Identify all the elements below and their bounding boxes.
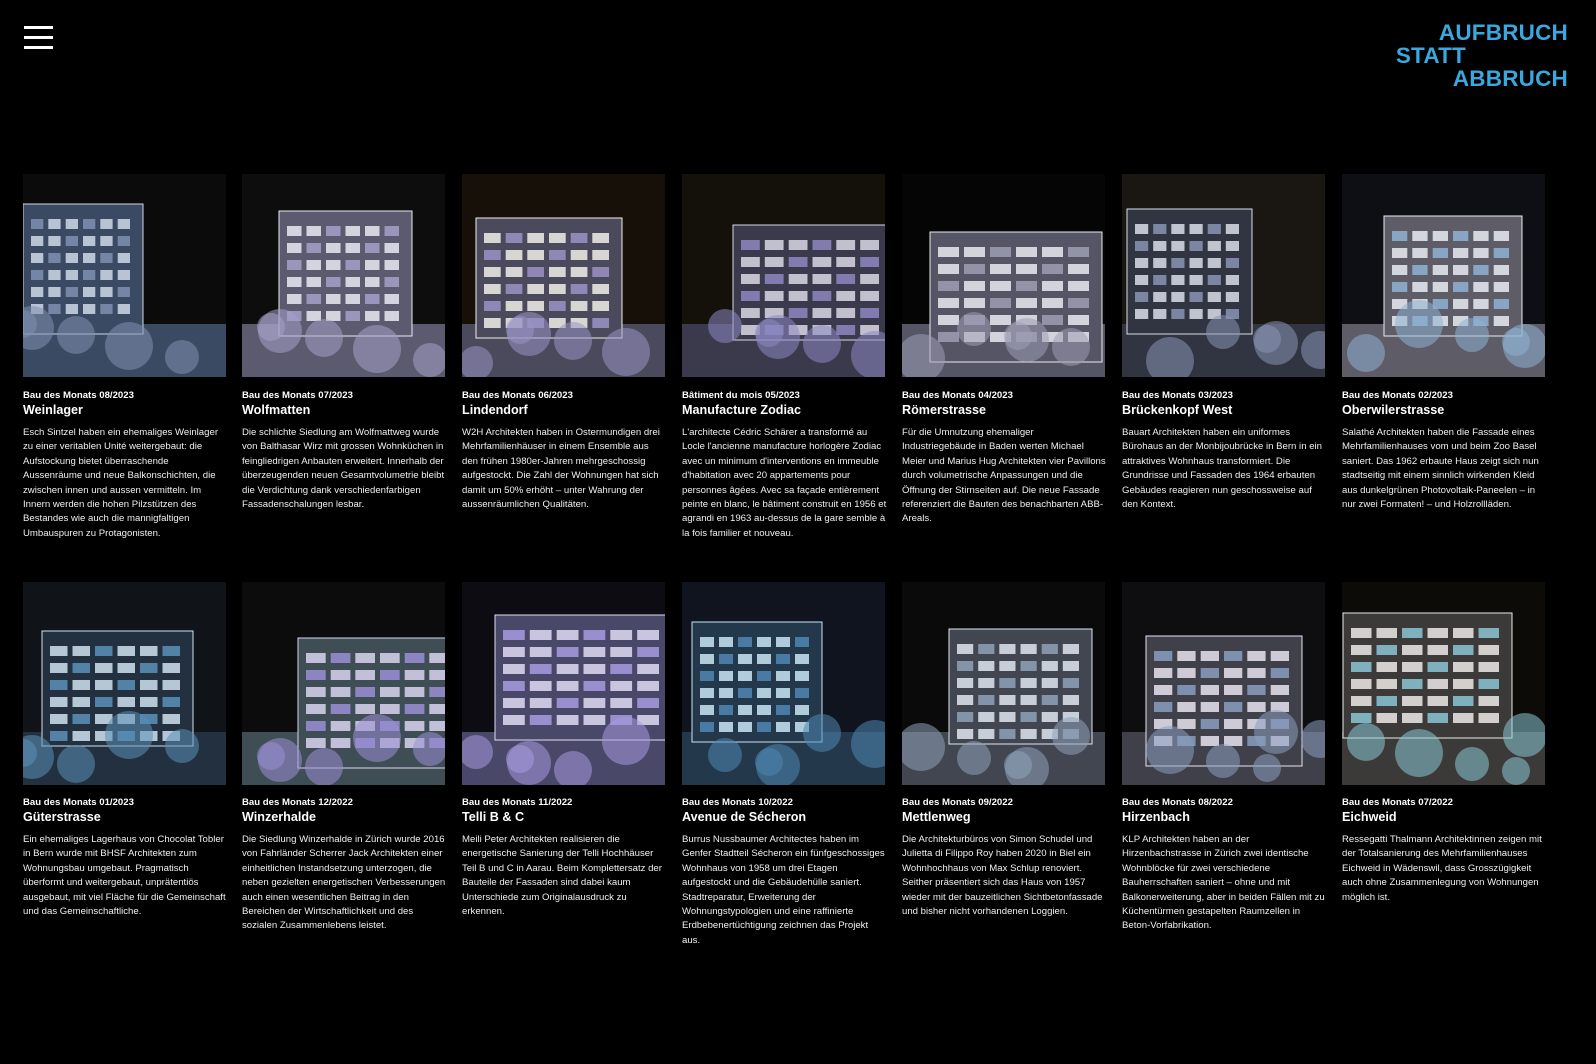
project-thumbnail[interactable] xyxy=(462,582,665,785)
site-logo[interactable] xyxy=(1396,21,1568,90)
project-description: Meili Peter Architekten realisieren die energetische Sanierung der Telli Hochhäuser Teil B und C in Aarau. Beim Komplettersatz der Bauteile der Fassaden sind dabei kaum Unterschiede zum Originalausdruck zu erkennen. xyxy=(462,834,662,918)
project-description: Salathé Architekten haben die Fassade eines Mehrfamilienhauses vom und beim Zoo Basel saniert. Das 1962 erbaute Haus zeigt sich nun stadtseitig mit einem sinnlich wirkenden Kleid aus dunkelgrünen Photovoltaik-Paneelen – in nur zwei Formaten! – und Holzrollläden. xyxy=(1342,427,1539,511)
project-title[interactable]: Winzerhalde xyxy=(242,810,317,824)
project-kicker: Bau des Monats 07/2022 xyxy=(1342,797,1453,808)
project-thumbnail[interactable] xyxy=(23,582,226,785)
project-kicker: Bau des Monats 07/2023 xyxy=(242,390,353,401)
project-description: Die Architekturbüros von Simon Schudel und Julietta di Filippo Roy haben 2020 in Biel ein Wohnhochhaus von Max Schlup renoviert. Seither präsentiert sich das Haus von 1957 wieder mit der bauzeitlichen Sichtbetonfassade und bisher nicht vorhandenen Loggien. xyxy=(902,834,1103,918)
project-card-text xyxy=(682,797,887,948)
project-description: Ressegatti Thalmann Architektinnen zeigen mit der Totalsanierung des Mehrfamilienhauses Eichweid in Wädenswil, dass Grosszügigkeit auch ohne Zusammenlegung von Wohnungen möglich ist. xyxy=(1342,834,1542,903)
project-kicker: Bau des Monats 04/2023 xyxy=(902,390,1013,401)
project-title[interactable]: Güterstrasse xyxy=(23,810,101,824)
project-title[interactable]: Lindendorf xyxy=(462,403,528,417)
project-card-text xyxy=(1342,390,1547,512)
project-card-text xyxy=(462,390,667,512)
project-title[interactable]: Brückenkopf West xyxy=(1122,403,1233,417)
project-kicker: Bau des Monats 11/2022 xyxy=(462,797,573,808)
project-kicker: Bau des Monats 12/2022 xyxy=(242,797,353,808)
project-card-text xyxy=(242,390,447,512)
logo-line-3: ABBRUCH xyxy=(1452,66,1568,91)
project-thumbnail[interactable] xyxy=(682,174,885,377)
project-card-text xyxy=(682,390,887,541)
project-description: KLP Architekten haben an der Hirzenbachstrasse in Zürich zwei identische Wohnblöcke für zwei verschiedene Bauherrschaften saniert – ohne und mit Balkonerweiterung, aber in beiden Fällen mit zu Küchentürmen gestapelten Raumzellen in Beton-Vorfabrikation. xyxy=(1122,834,1325,932)
project-description: Bauart Architekten haben ein uniformes Bürohaus an der Monbijoubrücke in Bern in ein attraktives Wohnhaus transformiert. Die Grundrisse und Fassaden des 1964 erbauten Gebäudes reagieren nun geschossweise auf den Kontext. xyxy=(1122,427,1322,511)
project-kicker: Bau des Monats 01/2023 xyxy=(23,797,134,808)
project-card-text xyxy=(462,797,667,919)
project-title[interactable]: Eichweid xyxy=(1342,810,1397,824)
project-card-text xyxy=(1122,390,1327,512)
project-title[interactable]: Wolfmatten xyxy=(242,403,311,417)
project-kicker: Bau des Monats 06/2023 xyxy=(462,390,573,401)
project-description: Für die Umnutzung ehemaliger Industriegebäude in Baden werten Michael Meier und Marius Hug Architekten vier Pavillons durch volumetrische Anpassungen und die Öffnung der Stirnseiten auf. Die neue Fassade referenziert die Bauten des benachbarten ABB-Areals. xyxy=(902,427,1106,525)
project-thumbnail[interactable] xyxy=(902,582,1105,785)
project-thumbnail[interactable] xyxy=(242,174,445,377)
project-description: Die Siedlung Winzerhalde in Zürich wurde 2016 von Fahrländer Scherrer Jack Architekten einer einheitlichen Instandsetzung unterzogen, die neben gezielten energetischen Verbesserungen auch einen wesentlichen Beitrag in den Bereichen der Wirtschaftlichkeit und des sozialen Zusammenlebens leistet. xyxy=(242,834,446,932)
project-kicker: Bau des Monats 02/2023 xyxy=(1342,390,1453,401)
logo-line-2: STATT xyxy=(1395,43,1466,68)
project-card-text xyxy=(902,390,1107,527)
project-card-text xyxy=(242,797,447,934)
project-kicker: Bau des Monats 08/2023 xyxy=(23,390,134,401)
project-kicker: Bâtiment du mois 05/2023 xyxy=(682,390,800,401)
project-description: Ein ehemaliges Lagerhaus von Chocolat Tobler in Bern wurde mit BHSF Architekten zum Wohnungsbau umgebaut. Pragmatisch überformt und weitergebaut, unprätentiös ausgebaut, mit viel Fläche für die Gemeinschaft und das Gemeinschaftliche. xyxy=(23,834,226,918)
project-description: Die schlichte Siedlung am Wolfmattweg wurde von Balthasar Wirz mit grossen Wohnküchen in feingliedrigen Anbauten erweitert. Innerhalb der überzeugenden neuen Gesamtvolumetrie bleibt die Verdichtung dank verschiedenfarbigen Fassadenschalungen lesbar. xyxy=(242,427,445,511)
logo-line-1: AUFBRUCH xyxy=(1438,20,1568,45)
project-thumbnail[interactable] xyxy=(1342,582,1545,785)
project-kicker: Bau des Monats 08/2022 xyxy=(1122,797,1233,808)
project-thumbnail[interactable] xyxy=(23,174,226,377)
project-title[interactable]: Telli B & C xyxy=(462,810,525,824)
project-kicker: Bau des Monats 09/2022 xyxy=(902,797,1013,808)
project-title[interactable]: Hirzenbach xyxy=(1122,810,1190,824)
project-description: Esch Sintzel haben ein ehemaliges Weinlager zu einer veritablen Unité weitergebaut: die Aufstockung bietet überraschende Aussenräume und neue Balkonschichten, die zwischen innen und aussen vermitteln. Im Innern werden die hohen Pilzstützen des Bestandes wie auch die mannigfaltigen Umbauspuren zu Protagonisten. xyxy=(23,427,219,539)
project-description: Burrus Nussbaumer Architectes haben im Genfer Stadtteil Sécheron ein fünfgeschossiges Wohnhaus von 1958 um drei Etagen aufgestockt und die Gebäudehülle saniert. Stadtreparatur, Erweiterung der Wohnungstypologien und eine raffinierte Erdbebenertüchtigung zeichnen das Projekt aus. xyxy=(682,834,885,946)
project-card-text xyxy=(1122,797,1327,934)
project-title[interactable]: Oberwilerstrasse xyxy=(1342,403,1445,417)
project-card-text xyxy=(1342,797,1547,905)
project-thumbnail[interactable] xyxy=(1342,174,1545,377)
project-kicker: Bau des Monats 03/2023 xyxy=(1122,390,1233,401)
project-card-text xyxy=(23,390,228,541)
project-thumbnail[interactable] xyxy=(1122,174,1325,377)
project-title[interactable]: Mettlenweg xyxy=(902,810,971,824)
project-thumbnail[interactable] xyxy=(1122,582,1325,785)
project-title[interactable]: Avenue de Sécheron xyxy=(682,810,807,824)
project-thumbnail[interactable] xyxy=(462,174,665,377)
project-description: W2H Architekten haben in Ostermundigen drei Mehrfamilienhäuser in einem Ensemble aus den frühen 1980er-Jahren mehrgeschossig aufgestockt. Die Zahl der Wohnungen hat sich damit um 50% erhöht – unter Wahrung der aussenräumlichen Qualitäten. xyxy=(462,427,660,511)
project-title[interactable]: Weinlager xyxy=(23,403,83,417)
project-kicker: Bau des Monats 10/2022 xyxy=(682,797,793,808)
project-card-text xyxy=(902,797,1107,919)
project-description: L'architecte Cédric Schärer a transformé au Locle l'ancienne manufacture horlogère Zodiac avec un minimum d'interventions en immeuble d'habitation avec 20 appartements pour personnes âgées. Avec sa façade entièrement peinte en blanc, le bâtiment construit en 1956 et agrandi en 1963 au-dessus de la gare semble à la fois familier et nouveau. xyxy=(682,427,887,539)
project-title[interactable]: Manufacture Zodiac xyxy=(682,403,801,417)
project-title[interactable]: Römerstrasse xyxy=(902,403,987,417)
hamburger-menu-icon[interactable] xyxy=(24,26,54,50)
project-thumbnail[interactable] xyxy=(682,582,885,785)
project-thumbnail[interactable] xyxy=(902,174,1105,377)
project-thumbnail[interactable] xyxy=(242,582,445,785)
project-card-text xyxy=(23,797,228,919)
